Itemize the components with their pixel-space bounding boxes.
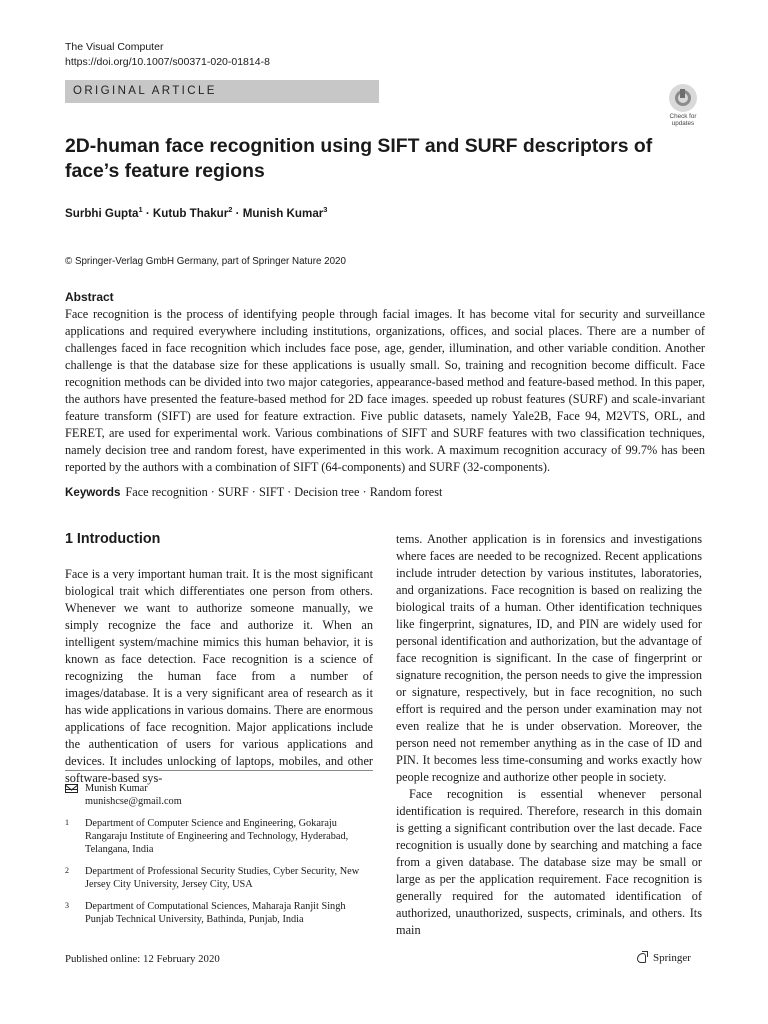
- footnotes: [65, 782, 373, 935]
- footnote-divider: [65, 770, 373, 771]
- doi-link[interactable]: https://doi.org/10.1007/s00371-020-01814-8: [65, 56, 270, 68]
- article-type: ORIGINAL ARTICLE: [73, 85, 217, 97]
- affiliation-number: 3: [65, 901, 69, 910]
- paper-title: 2D-human face recognition using SIFT and SURF descriptors of face’s feature regions: [65, 135, 653, 182]
- affiliation-text: Department of Computational Sciences, Maharaja Ranjit Singh Punjab Technical University, Bathinda, Punjab, India: [85, 901, 346, 925]
- affiliation-mark: 3: [323, 205, 328, 214]
- affiliation-mark: 2: [228, 205, 233, 214]
- affiliation: [65, 900, 373, 926]
- publisher-mark: [636, 951, 691, 964]
- affiliation: [65, 817, 373, 856]
- corresponding-author: [65, 782, 373, 808]
- keywords-heading: Keywords: [65, 486, 121, 499]
- keywords-line: [65, 485, 705, 500]
- affiliation: [65, 865, 373, 891]
- copyright-line: © Springer-Verlag GmbH Germany, part of Springer Nature 2020: [65, 256, 346, 267]
- abstract-text: Face recognition is the process of identifying people through facial images. It has become vital for security and surveillance applications and required everywhere including institutions, organizations, offices, and social places. There are a number of challenges faced in face recognition which includes face pose, age, gender, illumination, and other variable condition. Another challenge is that the database size for these applications is usually small. So, training and recognition become difficult. Face recognition methods can be divided into two major categories, appearance-based method and feature-based method. In this paper, the authors have presented the feature-based method for 2D face images. speeded up robust features (SURF) and scale-invariant feature transform (SIFT) are used for feature extraction. Five public datasets, namely Yale2B, Face 94, M2VTS, ORL, and FERET, are used for experimental work. Various combinations of SIFT and SURF features with two classification techniques, namely decision tree and random forest, have experimented in this work. A maximum recognition accuracy of 99.7% has been reported by the authors with a combination of SIFT (64-components) and SURF (32-components).: [65, 307, 705, 474]
- author-name[interactable]: Munish Kumar: [242, 206, 324, 220]
- body-paragraph: Face is a very important human trait. It is the most significant biological trait which differentiates one person from others. Whenever we want to authorize someone manually, we simply recognize the face and authorize it. When an intelligent system/machine mimics this human behavior, it is known as face detection. Face recognition is a science of recognizing the human face from a number of images/database. It is a very significant area of research as it has wide applications in various domains. There are enormous applications of face recognition. Major applications include the authentication of users for various applications and devices. It includes unlocking of laptops, mobiles, and other software-based sys-: [65, 567, 373, 785]
- author-name[interactable]: Kutub Thakur: [152, 206, 229, 220]
- keywords-list: Face recognition · SURF · SIFT · Decision tree · Random forest: [125, 485, 443, 499]
- affiliation-text: Department of Computer Science and Engineering, Gokaraju Rangaraju Institute of Engineering and Technology, Hyderabad, Telangana, India: [85, 818, 349, 855]
- right-column: [396, 531, 702, 939]
- author-separator: ·: [142, 206, 153, 220]
- envelope-icon: [65, 784, 78, 793]
- section-heading: 1 Introduction: [65, 531, 161, 547]
- article-type-banner: [65, 80, 379, 103]
- affiliation-number: 2: [65, 866, 69, 875]
- affiliation-number: 1: [65, 818, 69, 827]
- corresponding-email[interactable]: munishcse@gmail.com: [85, 796, 182, 807]
- check-for-updates-icon[interactable]: [664, 84, 702, 127]
- published-date: Published online: 12 February 2020: [65, 953, 220, 965]
- publisher-name: Springer: [653, 951, 691, 964]
- journal-name: The Visual Computer: [65, 41, 164, 53]
- springer-horse-icon: [636, 951, 649, 964]
- body-paragraph: tems. Another application is in forensics and investigations where faces are needed to be recognized. Recent applications include intruder detection by various institutes, laboratories, and organizations. Face recognition is based on realizing the biological traits of a human. Other identification techniques like fingerprint, signatures, ID, and PIN are widely used for personal identification and authorization, but the advantage of face recognition is significant. In the case of fingerprint or signature recognition, the person needs to give the impression or signature, respectively, but in face recognition, no such effort is required and the person under examination may not even realize that he is under observation. Moreover, the person need not remember anything as in the case of ID and PIN. It becomes less time-consuming and works exactly how people recognize and authorize other people in society.: [396, 532, 702, 784]
- affiliation-text: Department of Professional Security Studies, Cyber Security, New Jersey City University, Jersey City, USA: [85, 866, 360, 890]
- author-separator: ·: [232, 206, 243, 220]
- check-for-updates-line1: Check for: [669, 113, 697, 120]
- author-list: [65, 205, 327, 220]
- abstract-heading: Abstract: [65, 290, 114, 304]
- body-paragraph: Face recognition is essential whenever personal identification is required. Therefore, research in this domain is getting a significant contribution over the last decade. Face recognition is usually done by searching and matching a face from a given database. The database size may be small or large as per the application requirement. Face recognition is generally required for the automated identification of authorized, unauthorized, suspects, criminals, and others. Its main: [396, 787, 702, 937]
- journal-header: [65, 40, 270, 70]
- corresponding-name: Munish Kumar: [85, 783, 148, 794]
- author-name[interactable]: Surbhi Gupta: [65, 206, 139, 220]
- left-column: [65, 566, 373, 787]
- check-for-updates-line2: updates: [671, 120, 695, 127]
- check-for-updates-badge: [669, 84, 697, 112]
- affiliation-mark: 1: [138, 205, 143, 214]
